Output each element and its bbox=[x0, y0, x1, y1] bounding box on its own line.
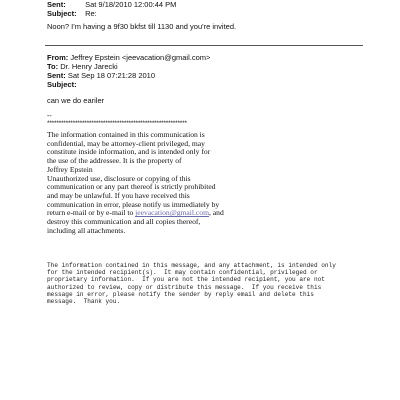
original-body: can we do eariler bbox=[47, 96, 105, 105]
footer-notice bbox=[47, 262, 377, 305]
disclaimer-line: communication or any part thereof is strictly prohibited bbox=[47, 182, 216, 192]
footer-line: The information contained in this message, and any attachment, is intended only bbox=[47, 262, 336, 269]
subject-label-2: Subject: bbox=[47, 80, 77, 89]
subject-row bbox=[47, 80, 210, 89]
reply-subject-row bbox=[47, 9, 176, 18]
footer-line: message. Thank you. bbox=[47, 298, 121, 306]
asterisk-rule: ************************************************************ bbox=[47, 120, 187, 127]
disclaimer-text: return e-mail or by e-mail to bbox=[47, 208, 136, 218]
disclaimer-line: communication in error, please notify us immediately by bbox=[47, 199, 220, 209]
footer-line: message in error, please notify the sender by reply email and delete this bbox=[47, 290, 314, 298]
to-value: Dr. Henry Jarecki bbox=[60, 62, 118, 71]
from-row bbox=[47, 53, 210, 62]
subject-value: Re: bbox=[85, 9, 97, 18]
reply-header bbox=[47, 0, 176, 18]
to-label: To: bbox=[47, 62, 59, 71]
from-label: From: bbox=[47, 53, 69, 62]
disclaimer-line: confidential, may be attorney-client privileged, may bbox=[47, 138, 205, 148]
from-value: Jeffrey Epstein <jeevacation@gmail.com> bbox=[70, 53, 211, 62]
disclaimer-line: destroy this communication and all copies thereof, bbox=[47, 217, 201, 227]
disclaimer-line: Jeffrey Epstein bbox=[47, 164, 93, 174]
disclaimer-line: constitute inside information, and is intended only for bbox=[47, 147, 211, 157]
original-header bbox=[47, 53, 210, 89]
disclaimer-line: and may be unlawful. If you have received this bbox=[47, 190, 190, 200]
sent-label: Sent: bbox=[47, 0, 66, 9]
sent-label-2: Sent: bbox=[47, 71, 66, 80]
sent-row bbox=[47, 71, 210, 80]
to-row bbox=[47, 62, 210, 71]
disclaimer-line: including all attachments. bbox=[47, 225, 126, 235]
disclaimer-line: The information contained in this communication is bbox=[47, 130, 205, 139]
sent-value-2: Sat Sep 18 07:21:28 2010 bbox=[67, 71, 156, 80]
email-link[interactable]: jeevacation@gmail.com bbox=[135, 208, 209, 218]
reply-sent-row bbox=[47, 0, 176, 9]
footer-line: authorized to review, copy or distribute this message. If you receive this bbox=[47, 283, 322, 291]
subject-label: Subject: bbox=[47, 9, 77, 18]
disclaimer-line: the use of the addressee. It is the property of bbox=[47, 156, 182, 166]
confidentiality-disclaimer bbox=[47, 131, 287, 235]
message-divider bbox=[45, 45, 363, 46]
disclaimer-line: Unauthorized use, disclosure or copying of this bbox=[47, 173, 191, 183]
disclaimer-text: , and bbox=[208, 208, 224, 218]
signature-separator: -- bbox=[47, 113, 52, 120]
footer-line: for the intended recipient(s). It may contain confidential, privileged or bbox=[47, 269, 318, 277]
reply-body: Noon? I'm having a 9f30 bkfst till 1130 and you're invited. bbox=[47, 22, 237, 31]
footer-line: proprietary information. If you are not the intended recipient, you are not bbox=[47, 276, 325, 284]
sent-value: Sat 9/18/2010 12:00:44 PM bbox=[85, 0, 177, 9]
